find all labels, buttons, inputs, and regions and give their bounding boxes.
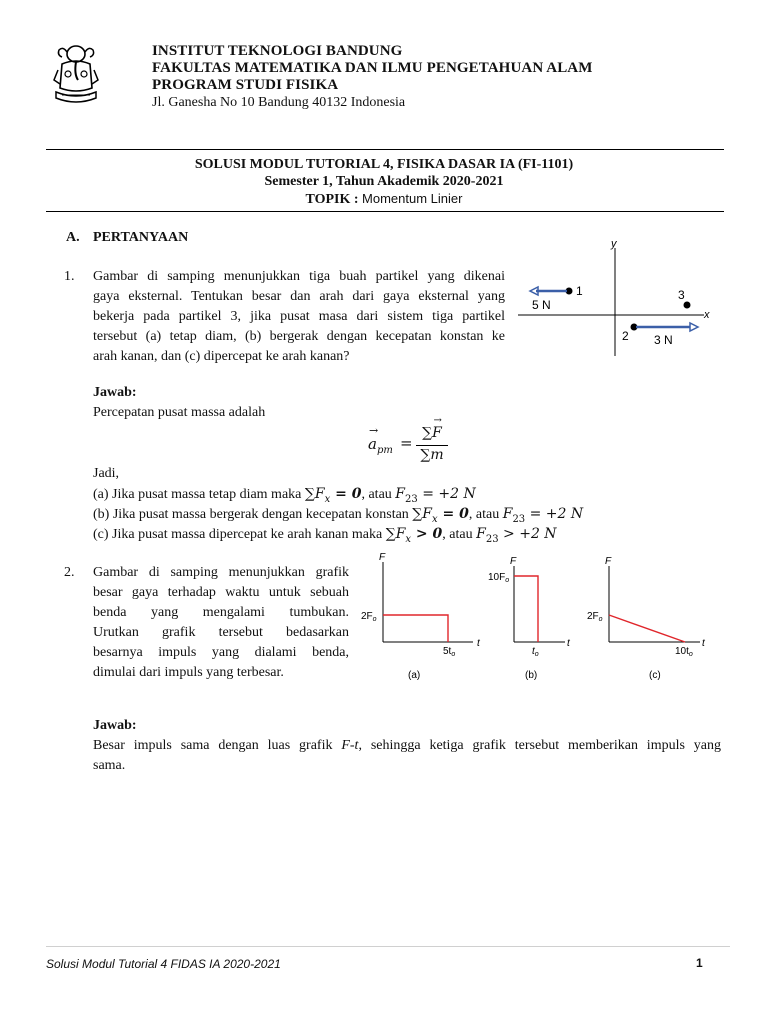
q2-answer-label: Jawab: <box>93 718 137 733</box>
doc-title: SOLUSI MODUL TUTORIAL 4, FISIKA DASAR IA (FI-1101) <box>194 157 574 172</box>
formula-num: ∑F → <box>422 415 442 441</box>
title-rule <box>46 211 724 212</box>
q1-text <box>93 267 505 367</box>
graph-c-ytick: $2F_o$ <box>587 611 603 623</box>
q2-line: dimulai dari impuls yang terbesar. <box>93 665 284 680</box>
q2-answer-line1: Besar impuls sama dengan luas grafik F-t, sehingga ketiga grafik tersebut memberikan impuls yang <box>93 738 721 753</box>
section-title: PERTANYAAN <box>93 230 189 245</box>
topic-line <box>0 191 768 208</box>
q1-answer-intro: Percepatan pusat massa adalah <box>93 405 266 420</box>
particle-1-label: 1 <box>576 284 583 298</box>
q2-line: benda yang mengalami tumbukan. <box>93 605 349 620</box>
com-acceleration-formula <box>368 415 458 467</box>
graph-c-xtick: $10t_o$ <box>675 646 693 658</box>
q1-line: gaya eksternal. Tentukan besar dan arah dari gaya eksternal yang <box>93 289 505 304</box>
graph-b-ytick: $10F_o$ <box>488 572 510 584</box>
particle-2-label: 2 <box>622 329 629 343</box>
case-a: (a) Jika pusat massa tetap diam maka $\sum F_x = 0$, atau $F_{23} = +2$ N <box>93 486 476 505</box>
graph-c-line <box>609 615 685 642</box>
q2-line: Urutkan grafik tersebut bedasarkan <box>93 625 349 640</box>
q2-line: besar gaya terhadap waktu untuk sebuah <box>93 585 349 600</box>
page-number: 1 <box>696 956 703 970</box>
q2-line: Gambar di samping menunjukkan grafik <box>93 565 349 580</box>
section-letter: A. <box>66 230 80 245</box>
q2-force-time-graphs <box>355 548 720 688</box>
force-1-label: 5 N <box>532 298 551 312</box>
graph-b <box>488 556 571 681</box>
graph-b-caption: (b) <box>525 670 538 681</box>
faculty-name: FAKULTAS MATEMATIKA DAN ILMU PENGETAHUAN ALAM <box>152 60 593 76</box>
formula-fraction-bar <box>416 445 448 446</box>
y-axis-label: y <box>611 238 617 250</box>
force-2-label: 3 N <box>654 333 673 347</box>
case-c: (c) Jika pusat massa dipercepat ke arah kanan maka $\sum F_x > 0$, atau $F_{23} > +2$ N <box>93 526 557 545</box>
graph-a-line <box>383 615 448 642</box>
q2-answer-line2: sama. <box>93 758 126 773</box>
graph-c <box>587 556 706 681</box>
graph-a-xtick: $5t_o$ <box>443 646 456 658</box>
q1-number: 1. <box>64 269 75 284</box>
program-name: PROGRAM STUDI FISIKA <box>152 77 339 93</box>
graph-b-line <box>514 576 538 642</box>
header-rule <box>46 149 724 150</box>
q1-particle-figure <box>518 236 718 360</box>
q1-answer-label: Jawab: <box>93 385 137 400</box>
institute-name: INSTITUT TEKNOLOGI BANDUNG <box>152 43 403 59</box>
itb-logo <box>50 40 102 108</box>
graph-c-f-label: F <box>605 556 612 567</box>
footer-text: Solusi Modul Tutorial 4 FIDAS IA 2020-2021 <box>46 957 281 971</box>
formula-lhs: → $a_{pm}$ <box>368 424 393 456</box>
jadi-label: Jadi, <box>93 466 120 481</box>
graph-a-f-label: F <box>379 552 386 563</box>
q1-line: bekerja pada partikel 3, jika pusat masa dari sistem tiga partikel <box>93 309 505 324</box>
topic-label: TOPIK : <box>305 192 359 207</box>
particle-3-label: 3 <box>678 288 685 302</box>
graph-b-t-label: t <box>567 638 570 649</box>
q1-line: tersebut (a) tetap diam, (b) bergerak dengan kecepatan konstan ke <box>93 329 505 344</box>
graph-a-t-label: t <box>477 638 480 649</box>
particle-3 <box>684 302 691 309</box>
graph-b-xtick: $t_o$ <box>532 646 539 658</box>
address: Jl. Ganesha No 10 Bandung 40132 Indonesia <box>152 95 406 110</box>
x-axis-label: x <box>704 309 710 321</box>
force-arrow-2-head <box>690 323 698 331</box>
q2-text <box>93 563 349 683</box>
q2-line: besarnya impuls yang dialami benda, <box>93 645 349 660</box>
q2-number: 2. <box>64 565 75 580</box>
case-b: (b) Jika pusat massa bergerak dengan kecepatan konstan $\sum F_x = 0$, atau $F_{23} = +2$ N <box>93 506 584 525</box>
graph-c-t-label: t <box>702 638 705 649</box>
formula-eq: = <box>400 434 413 452</box>
graph-a <box>361 552 481 681</box>
q1-line: Gambar di samping menunjukkan tiga buah partikel yang dikenai <box>93 269 505 284</box>
topic-value: Momentum Linier <box>362 191 463 206</box>
semester-line: Semester 1, Tahun Akademik 2020-2021 <box>264 174 504 189</box>
graph-a-ytick: $2F_o$ <box>361 611 377 623</box>
footer-rule <box>46 946 730 947</box>
q1-line: arah kanan, dan (c) dipercepat ke arah kanan? <box>93 349 350 364</box>
graph-b-f-label: F <box>510 556 517 567</box>
formula-den: ∑m <box>420 447 444 463</box>
graph-c-caption: (c) <box>649 670 661 681</box>
graph-a-caption: (a) <box>408 670 421 681</box>
